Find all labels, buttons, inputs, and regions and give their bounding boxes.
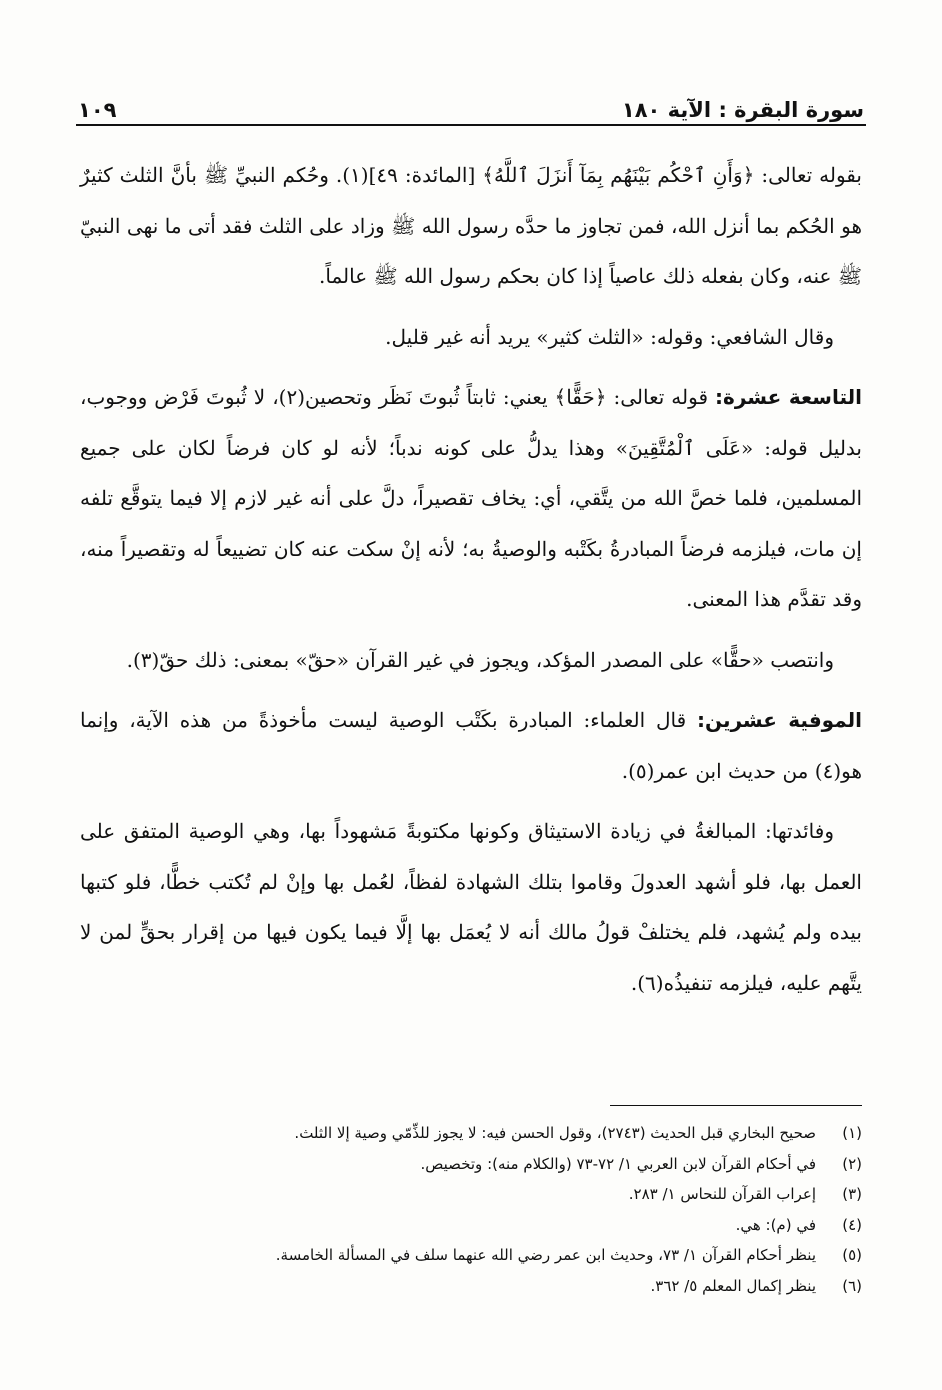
paragraph-text: وانتصب «حقًّا» على المصدر المؤكد، ويجوز في غير القرآن «حقّ» بمعنى: ذلك حقّ(٣). bbox=[126, 647, 834, 672]
footnote bbox=[80, 1210, 862, 1241]
footnote-text: في أحكام القرآن لابن العربي ١/ ٧٢-٧٣ (والكلام منه): وتخصيص. bbox=[420, 1154, 816, 1173]
footnote-number: (٣) bbox=[842, 1185, 862, 1203]
paragraph-text: وقال الشافعي: وقوله: «الثلث كثير» يريد أنه غير قليل. bbox=[385, 324, 834, 349]
footnote bbox=[80, 1240, 862, 1271]
paragraph-text: وفائدتها: المبالغةُ في زيادة الاستيثاق وكونها مكتوبةً مَشهوداً بها، وهي الوصية المتفق على العمل بها، فلو أشهد العدولَ وقاموا بتلك الشهادة لفظاً، لعُمل بها وإنْ لم تُكتب خطًّا، فلو كتبها بيده ولم يُشهد، فلم يختلفْ قولُ مالك أنه لا يُعمَل بها إلَّا فيما يكون فيها من إقرار بحقٍّ لمن لا يتَّهم عليه، فيلزمه تنفيذُه(٦). bbox=[80, 819, 862, 995]
section-lead: التاسعة عشرة: bbox=[715, 385, 862, 409]
paragraph bbox=[80, 635, 862, 686]
footnote-text: إعراب القرآن للنحاس ١/ ٢٨٣. bbox=[628, 1185, 816, 1203]
footnote-text: صحيح البخاري قبل الحديث (٢٧٤٣)، وقول الحسن فيه: لا يجوز للذِّمّي وصية إلا الثلث. bbox=[294, 1124, 816, 1142]
paragraph-text: قوله تعالى: ﴿حَقًّا﴾ يعني: ثابتاً ثُبوتَ نَظَر وتحصين(٢)، لا ثُبوتَ فَرْض ووجوب، بدليل قوله: «عَلَى ٱلْمُتَّقِينَ» وهذا يدلُّ على كونه ندباً؛ لأنه لو كان فرضاً لكان على جميع المسلمين، فلما خصَّ الله من يتَّقي، أي: يخاف تقصيراً، دلَّ على أنه غير لازم إلا فيما يتوقَّع تلفه إن مات، فيلزمه فرضاً المبادرةُ بكَتْبه والوصيةُ به؛ لأنه إنْ سكت عنه كان تضييعاً له وتقصيراً منه، وقد تقدَّم هذا المعنى. bbox=[80, 385, 862, 611]
footnote-text: ينظر إكمال المعلم ٥/ ٣٦٢. bbox=[650, 1276, 816, 1295]
section-lead: الموفية عشرين: bbox=[696, 708, 862, 732]
footnote bbox=[80, 1271, 862, 1302]
footnote-rule bbox=[610, 1105, 862, 1106]
running-header bbox=[78, 82, 864, 122]
footnote-number: (٤) bbox=[842, 1215, 862, 1234]
paragraph bbox=[80, 150, 862, 302]
paragraph bbox=[80, 312, 862, 363]
footnote-text: في (م): هي. bbox=[735, 1215, 816, 1234]
paragraph bbox=[80, 372, 862, 625]
page-number: ١٠٩ bbox=[78, 98, 117, 122]
paragraph-text: بقوله تعالى: ﴿وَأَنِ ٱحْكُم بَيْنَهُم بِمَآ أَنزَلَ ٱللَّهُ﴾ [المائدة: ٤٩](١). وحُكم النبيِّ ﷺ بأنَّ الثلث كثيرٌ هو الحُكم بما أنزل الله، فمن تجاوز ما حدَّه رسول الله ﷺ وزاد على الثلث فقد أتى ما نهى النبيّ ﷺ عنه، وكان بفعله ذلك عاصياً إذا كان بحكم رسول الله ﷺ عالماً. bbox=[80, 163, 862, 288]
footnotes bbox=[80, 1118, 862, 1301]
header-rule bbox=[76, 124, 866, 126]
footnote bbox=[80, 1118, 862, 1149]
main-text bbox=[80, 150, 862, 1018]
footnote-number: (٢) bbox=[842, 1154, 862, 1173]
footnote bbox=[80, 1149, 862, 1180]
paragraph-text: قال العلماء: المبادرة بكَتْب الوصية ليست مأخوذةً من هذه الآية، وإنما هو(٤) من حديث ابن عمر(٥). bbox=[80, 708, 862, 783]
footnote bbox=[80, 1179, 862, 1210]
footnote-number: (١) bbox=[842, 1124, 862, 1142]
paragraph bbox=[80, 806, 862, 1008]
footnote-number: (٥) bbox=[842, 1246, 862, 1264]
header-title: سورة البقرة : الآية ١٨٠ bbox=[621, 98, 864, 122]
footnote-text: ينظر أحكام القرآن ١/ ٧٣، وحديث ابن عمر رضي الله عنهما سلف في المسألة الخامسة. bbox=[275, 1246, 816, 1264]
paragraph bbox=[80, 695, 862, 796]
footnote-number: (٦) bbox=[842, 1276, 862, 1295]
